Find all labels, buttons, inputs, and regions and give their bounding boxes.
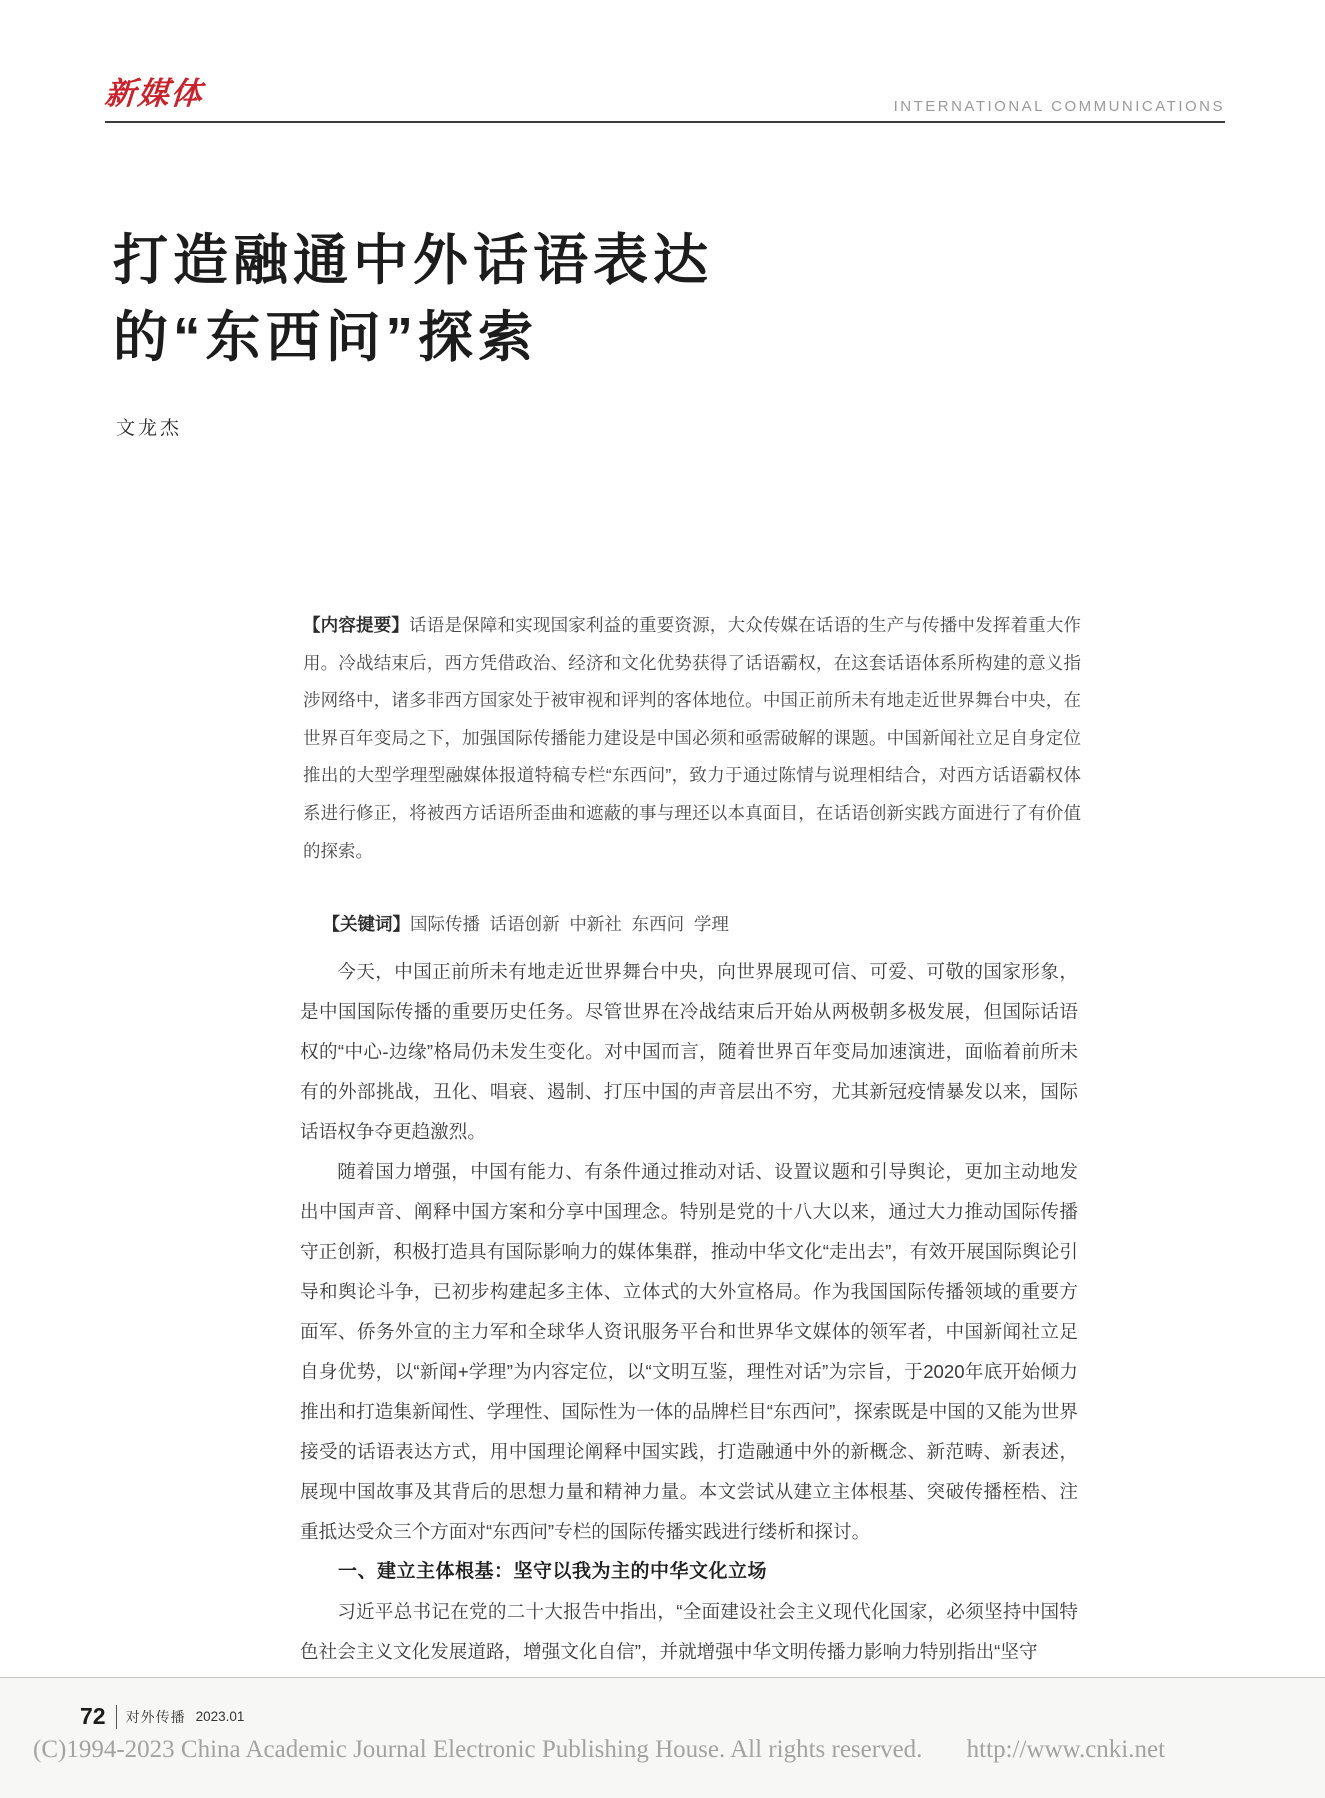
page-header [105,75,1225,121]
abstract-label: 【内容提要】 [303,615,410,635]
keywords-label: 【关键词】 [322,914,410,934]
page-info [80,1703,244,1730]
body-paragraph-2: 随着国力增强，中国有能力、有条件通过推动对话、设置议题和引导舆论，更加主动地发出中国声音、阐释中国方案和分享中国理念。特别是党的十八大以来，通过大力推动国际传播守正创新，积极打造具有国际影响力的媒体集群，推动中华文化“走出去”，有效开展国际舆论引导和舆论斗争，已初步构建起多主体、立体式的大外宣格局。作为我国国际传播领域的重要方面军、侨务外宣的主力军和全球华人资讯服务平台和世界华文媒体的领军者，中国新闻社立足自身优势，以“新闻+学理”为内容定位，以“文明互鉴，理性对话”为宗旨，于2020年底开始倾力推出和打造集新闻性、学理性、国际性为一体的品牌栏目“东西问”，探索既是中国的又能为世界接受的话语表达方式，用中国理论阐释中国实践，打造融通中外的新概念、新范畴、新表述，展现中国故事及其背后的思想力量和精神力量。本文尝试从建立主体根基、突破传播桎梏、注重抵达受众三个方面对“东西问”专栏的国际传播实践进行缕析和探讨。 [300,1161,1078,1542]
article-title [113,222,933,376]
article-body [300,952,1078,1672]
abstract-text: 话语是保障和实现国家利益的重要资源，大众传媒在话语的生产与传播中发挥着重大作用。冷战结束后，西方凭借政治、经济和文化优势获得了话语霸权，在这套话语体系所构建的意义指涉网络中，诸多非西方国家处于被审视和评判的客体地位。中国正前所未有地走近世界舞台中央，在世界百年变局之下，加强国际传播能力建设是中国必须和亟需破解的课题。中国新闻社立足自身定位推出的大型学理型融媒体报道特稿专栏“东西问”，致力于通过陈情与说理相结合，对西方话语霸权体系进行修正，将被西方话语所歪曲和遮蔽的事与理还以本真面目，在话语创新实践方面进行了有价值的探索。 [303,615,1082,861]
article-title-line2: 的“东西问”探索 [113,306,539,368]
journal-logo: 新媒体 [103,76,206,111]
section-heading-1: 一、建立主体根基：坚守以我为主的中华文化立场 [338,1561,768,1582]
copyright-text: (C)1994-2023 China Academic Journal Electronic Publishing House. All rights reserved. [33,1736,923,1763]
cnki-url: http://www.cnki.net [966,1736,1166,1763]
author-name: 文龙杰 [116,418,183,439]
body-paragraph-3: 习近平总书记在党的二十大报告中指出，“全面建设社会主义现代化国家，必须坚持中国特色社会主义文化发展道路，增强文化自信”，并就增强中华文明传播力影响力特别指出“坚守 [300,1601,1078,1662]
footer-journal-name: 对外传播 [125,1708,186,1725]
page-number: 72 [80,1703,106,1729]
footer-issue: 2023.01 [195,1709,245,1724]
page-info-divider [116,1705,117,1729]
body-paragraph-1: 今天，中国正前所未有地走近世界舞台中央，向世界展现可信、可爱、可敬的国家形象，是中国国际传播的重要历史任务。尽管世界在冷战结束后开始从两极朝多极发展，但国际话语权的“中心-边缘”格局仍未发生变化。对中国而言，随着世界百年变局加速演进，面临着前所未有的外部挑战，丑化、唱衰、遏制、打压中国的声音层出不穷，尤其新冠疫情暴发以来，国际话语权争夺更趋激烈。 [300,961,1078,1142]
header-divider [105,121,1225,123]
copyright-line [33,1736,1293,1764]
keywords-text: 国际传播 话语创新 中新社 东西问 学理 [409,914,729,934]
abstract-block [303,607,1081,870]
journal-english-title: INTERNATIONAL COMMUNICATIONS [893,98,1225,115]
article-title-line1: 打造融通中外话语表达 [113,229,714,291]
